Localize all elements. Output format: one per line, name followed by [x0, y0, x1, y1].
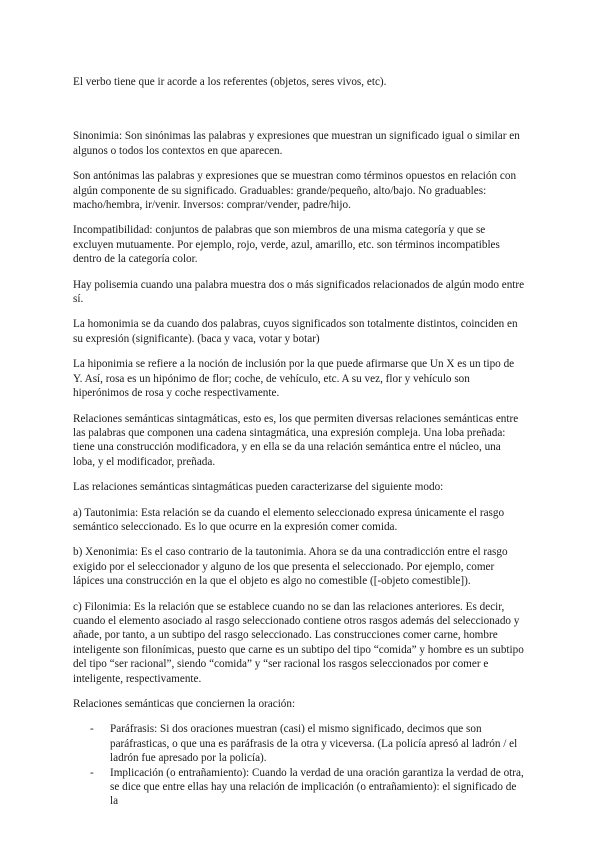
document-body [73, 75, 525, 809]
paragraph-filonimia: c) Filonimia: Es la relación que se establece cuando no se dan las relaciones anteriores. Es decir, cuando el elemento asociado al rasgo seleccionado contiene otros rasgos además del seleccionado y añade, por tanto, a un subtipo del rasgo seleccionado. Las construcciones comer carne, hombre inteligente son filonímicas, puesto que carne es un subtipo del tipo “comida” y hombre es un subtipo del tipo “ser racional”, siendo “comida” y “ser racional los rasgos seleccionados por comer e inteligente, respectivamente. [73, 600, 524, 685]
paragraph-polisemia: Hay polisemia cuando una palabra muestra dos o más significados relacionados de algún modo entre sí. [73, 278, 525, 306]
oracion-relations-list [73, 722, 525, 808]
paragraph-antonimia: Son antónimas las palabras y expresiones que se muestran como términos opuestos en relación con algún componente de su significado. Graduables: grande/pequeño, alto/bajo. No graduables: macho/hembra, ir/venir. Inversos: comprar/vender, padre/hijo. [73, 170, 517, 212]
paragraph-caracterizacion: Las relaciones semánticas sintagmáticas pueden caracterizarse del siguiente modo: [73, 481, 444, 494]
paragraph-xenonimia: b) Xenonimia: Es el caso contrario de la tautonimia. Ahora se da una contradicción entre el rasgo exigido por el seleccionador y alguno de los que presenta el seleccionado. Por ejemplo, comer lápices una construcción en la que el objeto es algo no comestible ([-objeto comestible]). [73, 546, 508, 588]
paragraph-incompatibilidad: Incompatibilidad: conjuntos de palabras que son miembros de una misma categoría y que se excluyen mutuamente. Por ejemplo, rojo, verde, azul, amarillo, etc. son términos incompatibles dentro de la categoría color. [73, 224, 500, 266]
list-item-text: Implicación (o entrañamiento): Cuando la verdad de una oración garantiza la verdad de otra, se dice que entre ellas hay una relación de implicación (o entrañamiento): el significado de la [110, 766, 524, 808]
list-bullet: - [90, 723, 94, 736]
list-bullet: - [90, 766, 94, 779]
paragraph-tautonimia: a) Tautonimia: Esta relación se da cuando el elemento seleccionado expresa únicamente el rasgo semántico seleccionado. Es lo que ocurre en la expresión comer comida. [73, 506, 505, 533]
paragraph-verbo: El verbo tiene que ir acorde a los referentes (objetos, seres vivos, etc). [73, 76, 387, 88]
list-item-implicacion [73, 766, 525, 809]
list-item-text: Paráfrasis: Si dos oraciones muestran (casi) el mismo significado, decimos que son paráfrasticas, o que una es paráfrasis de la otra y viceversa. (La policía apresó al ladrón / el ladrón fue apresado por la policía). [110, 723, 518, 765]
paragraph-sinonimia: Sinonimia: Son sinónimas las palabras y expresiones que muestran un significado igual o similar en algunos o todos los contextos en que aparecen. [73, 130, 520, 157]
paragraph-hiponimia: La hiponimia se refiere a la noción de inclusión por la que puede afirmarse que Un X es un tipo de Y. Así, rosa es un hipónimo de flor; coche, de vehículo, etc. A su vez, flor y vehículo son hiperónimos de rosa y coche respectivamente. [73, 358, 515, 400]
paragraph-relaciones-sintagmaticas: Relaciones semánticas sintagmáticas, esto es, los que permiten diversas relaciones semánticas entre las palabras que componen una cadena sintagmática, una expresión compleja. Una loba preñada: tiene una construcción modificadora, y en ella se da una relación semántica entre el núcleo, una loba, y el modificador, preñada. [73, 412, 519, 468]
paragraph-homonimia: La homonimia se da cuando dos palabras, cuyos significados son totalmente distintos, coinciden en su expresión (significante). (baca y vaca, votar y botar) [73, 318, 518, 345]
paragraph-relaciones-oracion: Relaciones semánticas que conciernen la oración: [73, 698, 296, 710]
list-item-parafrasis [73, 722, 525, 765]
